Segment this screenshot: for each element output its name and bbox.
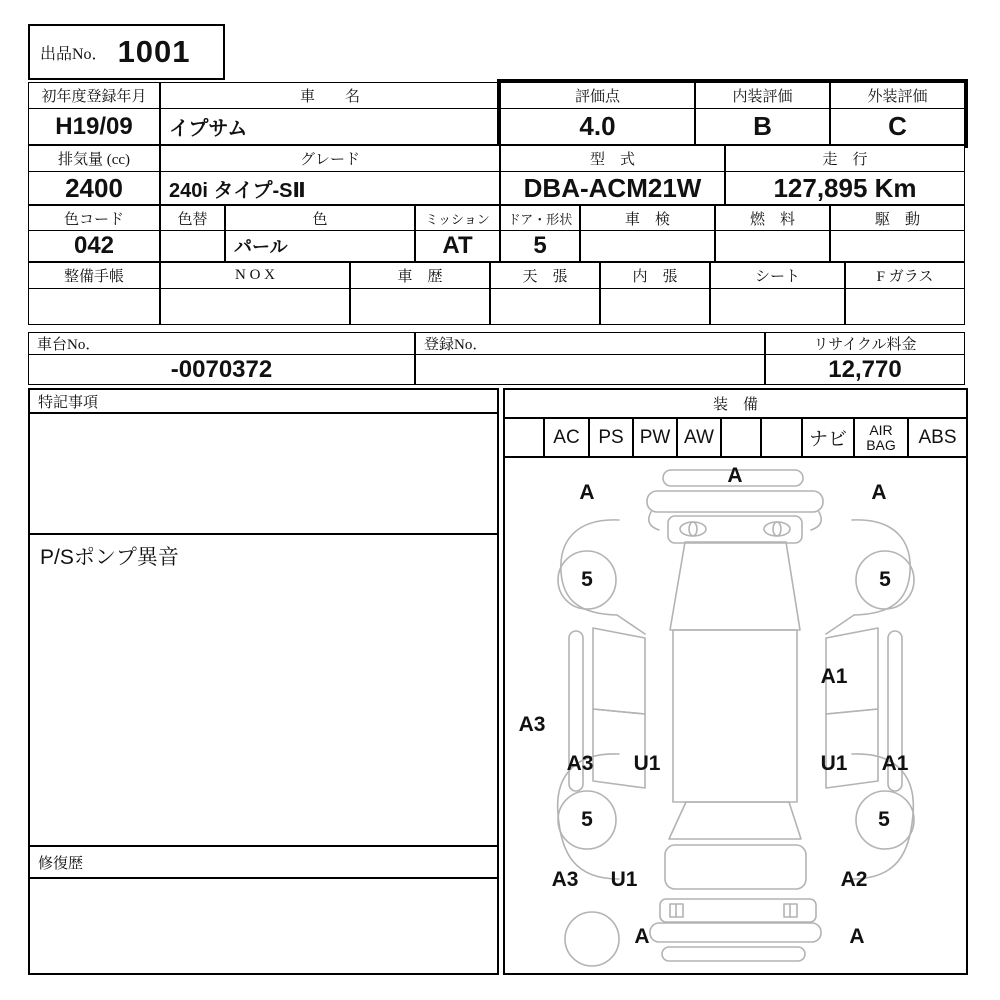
damage-code-label: A1 (820, 665, 848, 688)
damage-code-label: A3 (566, 752, 594, 775)
equipment-cell-aw: AW (678, 419, 722, 456)
equipment-cell-pw: PW (634, 419, 678, 456)
rear-bumper (650, 923, 821, 942)
cell-transmission (415, 205, 500, 262)
car-diagram-svg (505, 458, 966, 973)
model-code-value: DBA-ACM21W (523, 172, 702, 203)
registration-number-value (416, 355, 764, 384)
damage-code-label: A2 (840, 868, 868, 891)
color-code-value: 042 (73, 232, 115, 259)
damage-code-label: U1 (820, 752, 848, 775)
left-door-connector (617, 615, 645, 634)
cell-displacement (28, 145, 160, 205)
equipment-cell-empty-6 (762, 419, 803, 456)
model-code-label: 型 式 (501, 146, 724, 172)
equipment-cell-ナビ: ナビ (803, 419, 855, 456)
lot-number-value: 1001 (117, 34, 191, 69)
roof (673, 630, 797, 802)
color-value: パール (234, 237, 288, 257)
score-label: 評価点 (501, 83, 694, 109)
mileage-value: 127,895 Km (773, 172, 917, 203)
seat-value (711, 289, 844, 324)
color-code-label: 色コード (29, 206, 159, 231)
grade-value: 240i タイプ-SⅡ (169, 179, 306, 202)
front-bumper-left-curl (649, 512, 659, 530)
equipment-cell-abs: ABS (918, 426, 957, 448)
cell-inspection (580, 205, 715, 262)
damage-code-label: 5 (879, 568, 891, 591)
service-book-value (29, 289, 159, 324)
equipment-cell-ps: PS (590, 419, 634, 456)
front-glass-value (846, 289, 964, 324)
equipment-header: 装 備 (505, 390, 966, 419)
equipment-cell-ac: AC (545, 419, 590, 456)
cell-color-code (28, 205, 160, 262)
transmission-value: AT (442, 232, 473, 259)
left-front-door (593, 628, 645, 714)
damage-code-label: U1 (610, 868, 638, 891)
drive-value (831, 231, 964, 261)
damage-code-label: A (579, 481, 595, 504)
equipment-cell-empty-5 (722, 419, 762, 456)
windshield (670, 542, 800, 630)
score-value: 4.0 (579, 111, 616, 141)
chassis-number-label: 車台No． (29, 333, 414, 355)
damage-code-label: 5 (581, 568, 593, 591)
doors-label: ドア・形状 (501, 206, 579, 231)
drive-label: 駆 動 (831, 206, 964, 231)
interior-trim-label: 内 張 (601, 263, 709, 289)
special-notes-label: 特記事項 (30, 390, 497, 414)
notes-column (28, 388, 499, 975)
cell-color-change (160, 205, 225, 262)
rear-lower-bar (662, 947, 805, 961)
equipment-row (505, 419, 966, 458)
cell-doors (500, 205, 580, 262)
lot-number-box (28, 24, 225, 80)
inspection-label: 車 検 (581, 206, 714, 231)
special-notes-extra-text: P/Sポンプ異音 (30, 535, 497, 847)
front-glass-label: F ガラス (846, 263, 964, 289)
damage-code-label: U1 (633, 752, 661, 775)
service-book-label: 整備手帳 (29, 263, 159, 289)
cell-score (500, 82, 695, 145)
grade-label: グレード (161, 146, 499, 172)
cell-model-code (500, 145, 725, 205)
cell-fuel (715, 205, 830, 262)
damage-code-label: 5 (581, 808, 593, 831)
cell-mileage (725, 145, 965, 205)
seat-label: シート (711, 263, 844, 289)
left-headlight-icon (680, 522, 706, 536)
transmission-label: ミッション (416, 206, 499, 231)
cell-interior-trim (600, 262, 710, 325)
first-registration-label: 初年度登録年月 (29, 83, 159, 109)
right-headlight-icon (764, 522, 790, 536)
color-label: 色 (226, 206, 414, 231)
damage-code-label: A (727, 464, 743, 487)
damage-code-label: A (871, 481, 887, 504)
interior-trim-value (601, 289, 709, 324)
fuel-value (716, 231, 829, 261)
damage-code-label: A (634, 925, 650, 948)
car-name-label: 車 名 (161, 83, 499, 109)
fuel-label: 燃 料 (716, 206, 829, 231)
car-history-value (351, 289, 489, 324)
damage-code-label: A1 (881, 752, 909, 775)
color-change-value (161, 231, 224, 261)
interior-rating-value: B (753, 111, 772, 141)
cell-exterior-rating (830, 82, 965, 145)
cell-front-glass (845, 262, 965, 325)
headliner-label: 天 張 (491, 263, 599, 289)
cell-seat (710, 262, 845, 325)
cell-car-name (160, 82, 500, 145)
left-headlight-inner (689, 522, 697, 536)
nox-value (161, 289, 349, 324)
damage-code-label: A (849, 925, 865, 948)
cell-service-book (28, 262, 160, 325)
exterior-rating-label: 外装評価 (831, 83, 964, 109)
headliner-value (491, 289, 599, 324)
equipment-cell-air-bag: AIR BAG (855, 419, 909, 456)
cell-color (225, 205, 415, 262)
mileage-label: 走 行 (726, 146, 964, 172)
cell-interior-rating (695, 82, 830, 145)
interior-rating-label: 内装評価 (696, 83, 829, 109)
left-rear-door (593, 709, 645, 788)
damage-code-label: 5 (878, 808, 890, 831)
cell-chassis-number (28, 332, 415, 385)
spare-tire (565, 912, 619, 966)
damage-code-label: A3 (518, 713, 546, 736)
equipment-cell-empty-0 (505, 419, 545, 456)
displacement-value: 2400 (65, 172, 123, 203)
special-notes-box (30, 414, 497, 535)
right-rear-door (826, 709, 878, 788)
front-bumper (647, 491, 823, 512)
doors-value: 5 (533, 232, 547, 259)
rear-window (669, 802, 801, 839)
right-headlight-inner (773, 522, 781, 536)
recycle-fee-value: 12,770 (828, 355, 902, 383)
cell-drive (830, 205, 965, 262)
tailgate (665, 845, 806, 889)
damage-code-label: A3 (551, 868, 579, 891)
first-registration-value: H19/09 (55, 112, 133, 140)
cell-car-history (350, 262, 490, 325)
registration-number-label: 登録No． (416, 333, 764, 355)
color-change-label: 色替 (161, 206, 224, 231)
headlight-panel (668, 516, 802, 543)
displacement-label: 排気量 (cc) (29, 146, 159, 172)
cell-nox (160, 262, 350, 325)
repair-history-box (30, 879, 497, 973)
right-door-connector (826, 615, 854, 634)
nox-label: N O X (161, 263, 349, 289)
cell-first-registration (28, 82, 160, 145)
car-history-label: 車 歴 (351, 263, 489, 289)
front-bumper-right-curl (811, 512, 821, 530)
exterior-rating-value: C (888, 111, 907, 141)
car-name-value: イプサム (169, 118, 248, 140)
repair-history-label: 修復歴 (30, 847, 497, 879)
chassis-number-value: -0070372 (170, 355, 273, 383)
recycle-fee-label: リサイクル料金 (766, 333, 964, 355)
equipment-section (503, 388, 968, 975)
car-diagram (505, 458, 966, 973)
cell-registration-number (415, 332, 765, 385)
cell-grade (160, 145, 500, 205)
inspection-value (581, 231, 714, 261)
cell-recycle-fee (765, 332, 965, 385)
lot-number-label: 出品No． (40, 45, 108, 63)
cell-headliner (490, 262, 600, 325)
